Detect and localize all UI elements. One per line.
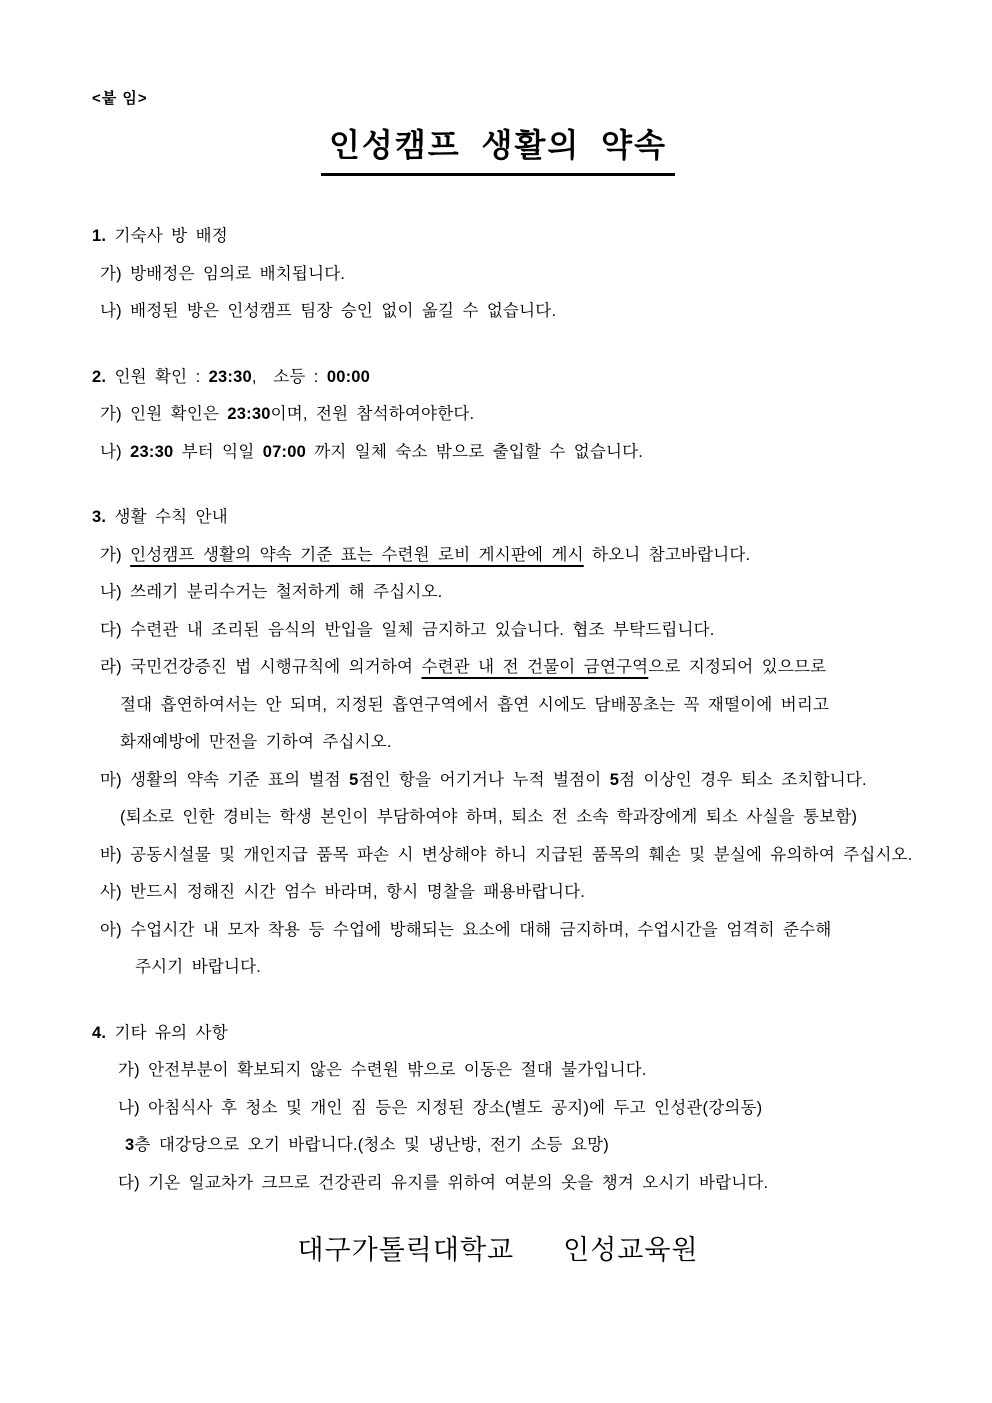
footer-org-name: 대구가톨릭대학교 인성교육원: [297, 1235, 699, 1265]
underlined-text-segment: 수련관 내 전 건물이 금연구역: [421, 658, 649, 676]
text-segment: 마) 생활의 약속 기준 표의 벌점: [100, 770, 350, 789]
text-segment: 가) 안전부분이 확보되지 않은 수련원 밖으로 이동은 절대 불가입니다.: [118, 1061, 647, 1079]
bold-text-segment: 5: [349, 770, 359, 789]
document-line: [92, 724, 904, 762]
section-heading: [92, 1015, 904, 1053]
text-segment: (퇴소로 인한 경비는 학생 본인이 부담하여야 하며, 퇴소 전 소속 학과장에게 퇴소 사실을 통보함): [120, 808, 858, 826]
title-row: [92, 120, 904, 170]
text-segment: 생활 수칙 안내: [106, 508, 228, 526]
text-segment: 인원 확인 :: [106, 367, 209, 386]
bold-text-segment: 23:30: [130, 442, 174, 461]
bold-text-segment: 1.: [92, 227, 107, 245]
document-line: [92, 799, 904, 837]
section: [92, 359, 904, 472]
document-line: [92, 1127, 904, 1165]
bold-text-segment: 23:30: [208, 367, 252, 386]
text-segment: 부터 익일: [173, 442, 263, 461]
document-line: [92, 649, 904, 687]
text-segment: 가) 인원 확인은: [100, 405, 228, 423]
section-heading: [92, 218, 904, 256]
section-heading: [92, 359, 904, 397]
text-segment: 절대 흡연하여서는 안 되며, 지정된 흡연구역에서 흡연 시에도 담배꽁초는 꼭 재떨이에 버리고: [120, 695, 830, 714]
text-segment: 가): [100, 545, 131, 564]
document-line: [92, 537, 904, 575]
text-segment: 하오니 참고바랍니다.: [583, 545, 751, 564]
text-segment: 화재예방에 만전을 기하여 주십시오.: [120, 733, 392, 751]
document-line: [92, 434, 904, 472]
document-line: [92, 256, 904, 294]
text-segment: 라) 국민건강증진 법 시행규칙에 의거하여: [100, 658, 422, 676]
bold-text-segment: 5: [609, 770, 620, 789]
underlined-text-segment: 인성캠프 생활의 약속 기준 표는 수련원 로비 게시판에 게시: [130, 545, 584, 564]
text-segment: 아) 수업시간 내 모자 착용 등 수업에 방해되는 요소에 대해 금지하며, 수업시간을 엄격히 준수해: [100, 920, 832, 939]
text-segment: 나) 아침식사 후 청소 및 개인 짐 등은 지정된 장소(별도 공지)에 두고 인성관(강의동): [118, 1098, 763, 1117]
bold-text-segment: 3: [125, 1136, 135, 1154]
text-segment: 나) 쓰레기 분리수거는 철저하게 해 주십시오.: [100, 583, 443, 601]
document-line: [92, 912, 904, 950]
document-line: [92, 949, 904, 987]
text-segment: 층 대강당으로 오기 바랍니다.(청소 및 냉난방, 전기 소등 요망): [134, 1136, 609, 1154]
text-segment: 주시기 바랍니다.: [135, 958, 262, 976]
text-segment: 나) 배정된 방은 인성캠프 팀장 승인 없이 옮길 수 없습니다.: [100, 302, 557, 320]
text-segment: 으로 지정되어 있으므로: [648, 658, 827, 676]
bold-text-segment: 07:00: [262, 442, 306, 461]
text-segment: 기숙사 방 배정: [106, 227, 228, 245]
attachment-label: <붙 임>: [92, 90, 148, 107]
text-segment: 점 이상인 경우 퇴소 조치합니다.: [619, 770, 867, 789]
text-segment: 나): [100, 442, 131, 461]
page-title: 인성캠프 생활의 약속: [321, 120, 675, 176]
text-segment: 다) 기온 일교차가 크므로 건강관리 유지를 위하여 여분의 옷을 챙겨 오시기 바랍니다.: [118, 1173, 769, 1192]
document-line: [92, 396, 904, 434]
text-segment: , 소등 :: [251, 367, 327, 386]
text-segment: 까지 일체 숙소 밖으로 출입할 수 없습니다.: [305, 442, 644, 461]
text-segment: 가) 방배정은 임의로 배치됩니다.: [100, 264, 346, 283]
section: [92, 499, 913, 987]
document-line: [92, 874, 904, 912]
document-line: [92, 837, 913, 875]
document-line: [92, 762, 904, 800]
text-segment: 바) 공동시설물 및 개인지급 품목 파손 시 변상해야 하니 지급된 품목의 훼손 및 분실에 유의하여 주십시오.: [100, 845, 913, 864]
bold-text-segment: 3.: [92, 508, 107, 526]
document-line: [92, 1165, 904, 1203]
document-line: [92, 293, 904, 331]
bold-text-segment: 23:30: [227, 405, 271, 423]
text-segment: 점인 항을 어기거나 누적 벌점이: [358, 770, 610, 789]
section-heading: [92, 499, 904, 537]
bold-text-segment: 2.: [92, 367, 107, 386]
text-segment: 다) 수련관 내 조리된 음식의 반입을 일체 금지하고 있습니다. 협조 부탁드립니다.: [100, 620, 715, 639]
document-line: [92, 687, 904, 725]
text-segment: 이며, 전원 참석하여야한다.: [270, 405, 475, 423]
document-line: [92, 612, 904, 650]
text-segment: 사) 반드시 정해진 시간 엄수 바라며, 항시 명찰을 패용바랍니다.: [100, 883, 586, 901]
text-segment: 기타 유의 사항: [106, 1023, 228, 1042]
document-line: [92, 1090, 904, 1128]
document-line: [92, 1052, 904, 1090]
sections-container: [92, 218, 913, 1202]
section: [92, 218, 904, 331]
bold-text-segment: 00:00: [326, 367, 371, 386]
section: [92, 1015, 904, 1203]
document-line: [92, 574, 904, 612]
bold-text-segment: 4.: [92, 1023, 107, 1042]
